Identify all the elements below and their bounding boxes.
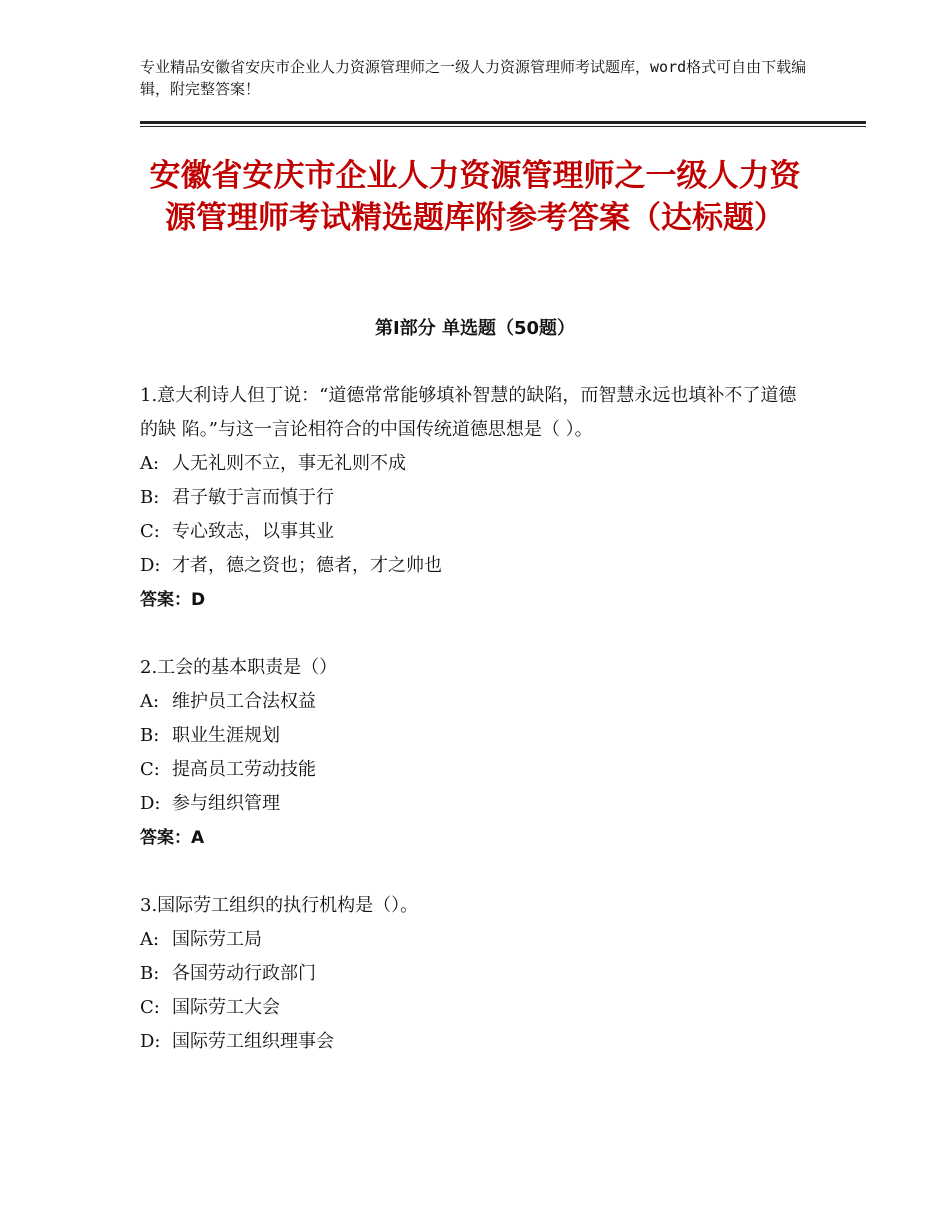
- option-key: A:: [140, 929, 160, 950]
- question-2: [140, 651, 810, 855]
- option-key: C:: [140, 759, 160, 780]
- document-title: 安徽省安庆市企业人力资源管理师之一级人力资源管理师考试精选题库附参考答案（达标题）: [149, 158, 801, 236]
- question-list: [140, 379, 810, 1093]
- answer-line: 答案：A: [140, 828, 205, 848]
- option-b: [140, 719, 810, 753]
- option-d: [140, 1025, 810, 1059]
- option-c: [140, 753, 810, 787]
- option-text: 参与组织管理: [172, 793, 280, 814]
- option-key: B:: [140, 725, 160, 746]
- question-stem: 3.国际劳工组织的执行机构是（）。: [140, 895, 419, 916]
- option-text: 君子敏于言而慎于行: [172, 487, 334, 508]
- option-b: [140, 957, 810, 991]
- option-text: 维护员工合法权益: [172, 691, 316, 712]
- header-divider-thick: [140, 121, 866, 124]
- question-stem: 1.意大利诗人但丁说：“道德常常能够填补智慧的缺陷，而智慧永远也填补不了道德的缺 陷。”与这一言论相符合的中国传统道德思想是（ ）。: [140, 385, 797, 440]
- option-d: [140, 787, 810, 821]
- option-key: D:: [140, 1031, 161, 1052]
- option-key: A:: [140, 453, 160, 474]
- answer-line: 答案：D: [140, 590, 206, 610]
- header-divider-thin: [140, 126, 866, 127]
- option-text: 国际劳工大会: [172, 997, 280, 1018]
- option-a: [140, 685, 810, 719]
- question-stem: 2.工会的基本职责是（）: [140, 657, 338, 678]
- option-key: B:: [140, 963, 160, 984]
- option-text: 国际劳工组织理事会: [172, 1031, 334, 1052]
- option-key: D:: [140, 555, 161, 576]
- option-key: D:: [140, 793, 161, 814]
- option-key: B:: [140, 487, 160, 508]
- header-note: 专业精品安徽省安庆市企业人力资源管理师之一级人力资源管理师考试题库，word格式可自由下载编辑，附完整答案！: [140, 58, 807, 98]
- option-c: [140, 991, 810, 1025]
- option-d: [140, 549, 810, 583]
- option-key: C:: [140, 521, 160, 542]
- section-heading: 第Ⅰ部分 单选题（50题）: [374, 318, 575, 339]
- option-b: [140, 481, 810, 515]
- option-key: A:: [140, 691, 160, 712]
- option-text: 专心致志，以事其业: [172, 521, 334, 542]
- option-text: 提高员工劳动技能: [172, 759, 316, 780]
- question-1: [140, 379, 810, 617]
- option-a: [140, 923, 810, 957]
- question-3: [140, 889, 810, 1059]
- option-text: 才者，德之资也；德者，才之帅也: [172, 555, 442, 576]
- option-a: [140, 447, 810, 481]
- option-key: C:: [140, 997, 160, 1018]
- option-text: 各国劳动行政部门: [172, 963, 316, 984]
- option-text: 职业生涯规划: [172, 725, 280, 746]
- option-text: 人无礼则不立，事无礼则不成: [172, 453, 406, 474]
- option-text: 国际劳工局: [172, 929, 262, 950]
- option-c: [140, 515, 810, 549]
